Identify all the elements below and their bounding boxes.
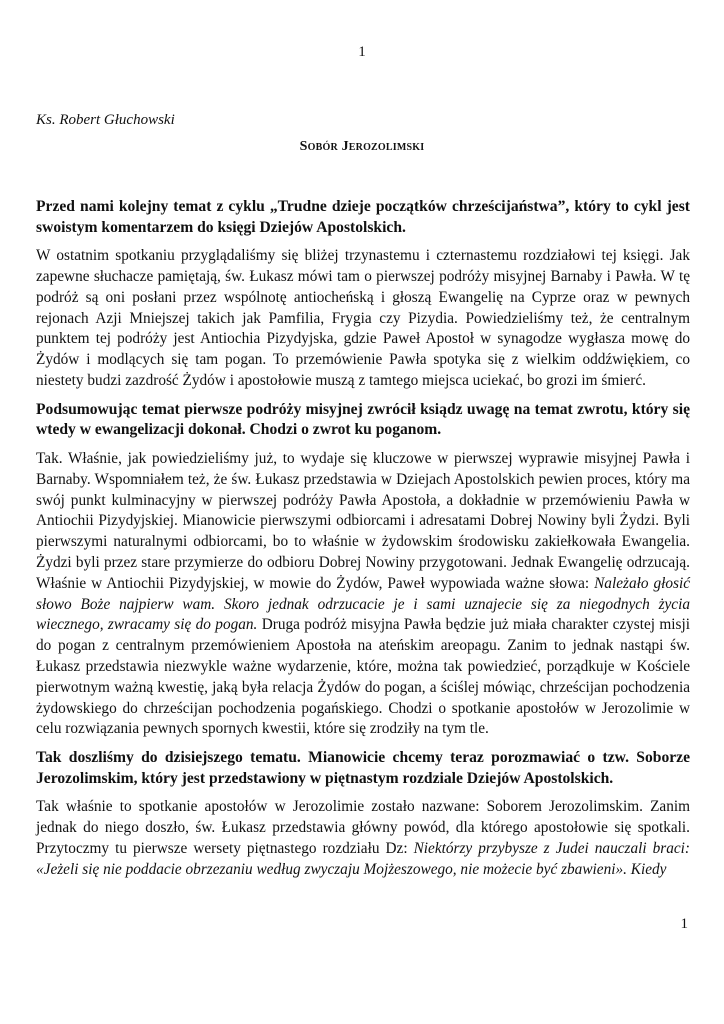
question-paragraph: Podsumowując temat pierwsze podróży misyjnej zwrócił ksiądz uwagę na temat zwrotu, który się wtedy w ewangelizacji dokonał. Chodzi o zwrot ku poganom. xyxy=(36,400,690,439)
answer-text: Druga podróż misyjna Pawła będzie już miała charakter czystej misji do pogan z centralnym przemówieniem Apostoła na ateńskim areopagu. Zanim to jednak nastąpi św. Łukasz przedstawia niezwykle ważne wydarzenie, które, można tak powiedzieć, porządkuje w Kościele pierwotnym ważną kwestię, jaką była relacja Żydów do pogan, a ściślej mówiąc, chrześcijan pochodzenia żydowskiego do chrześcijan pochodzenia pogańskiego. Chodzi o spotkanie apostołów w Jerozolimie w celu rozwiązania pewnych spornych kwestii, które się zrodziły na tym tle. xyxy=(36,616,690,738)
answer-paragraph: W ostatnim spotkaniu przyglądaliśmy się bliżej trzynastemu i czternastemu rozdziałowi tej księgi. Jak zapewne słuchacze pamiętają, św. Łukasz mówi tam o pierwszej podróży misyjnej Barnaby i Pawła. W tę podróż są oni posłani przez wspólnotę antiocheńską i głoszą Ewangelię na Cyprze oraz w pewnych rejonach Azji Mniejszej takich jak Pamfilia, Frygia czy Pizydia. Powiedzieliśmy też, że centralnym punktem tej podróży jest Antiochia Pizydyjska, gdzie Paweł Apostoł w synagodze wygłasza mowę do Żydów i modlących się tam pogan. To przemówienie Pawła spotyka się z wielkim oddźwiękiem, co niestety budzi zazdrość Żydów i apostołowie muszą z tamtego miejsca uciekać, bo grozi im śmierć. xyxy=(36,247,690,389)
answer-paragraph xyxy=(36,797,690,880)
scripture-quote: Należało głosić słowo Boże najpierw wam. Skoro jednak odrzucacie je i sami uznajecie się za niegodnych życia wiecznego, zwracamy się do pogan. xyxy=(36,574,690,634)
scripture-quote: Niektórzy przybysze z Judei nauczali braci: «Jeżeli się nie poddacie obrzezaniu według zwyczaju Mojżeszowego, nie możecie być zbawieni». Kiedy xyxy=(36,839,690,878)
question-paragraph: Tak doszliśmy do dzisiejszego tematu. Mianowicie chcemy teraz porozmawiać o tzw. Soborze Jerozolimskim, który jest przedstawiony w piętnastym rozdziale Dziejów Apostolskich. xyxy=(36,749,690,787)
answer-paragraph xyxy=(36,449,690,740)
author: Ks. Robert Głuchowski xyxy=(36,112,175,128)
header-page-number: 1 xyxy=(358,44,366,60)
page-title: Sobór Jerozolimski xyxy=(299,139,425,154)
answer-text: Tak. Właśnie, jak powiedzieliśmy już, to wydaje się kluczowe w pierwszej wyprawie misyjnej Pawła i Barnaby. Wspomniałem też, że św. Łukasz przedstawia w Dziejach Apostolskich pewien proces, który ma swój punkt kulminacyjny w pierwszej podróży Pawła Apostoła, a dokładnie w przemówieniu Pawła w Antiochii Pizydyjskiej. Mianowicie pierwszymi odbiorcami i adresatami Dobrej Nowiny byli Żydzi. Byli pierwszymi naturalnymi odbiorcami, bo to właśnie w żydowskim środowisku zakiełkowała Ewangelia. Żydzi byli przez stare przymierze do odbioru Dobrej Nowiny przygotowani. Jednak Ewangelię odrzucają. Właśnie w Antiochii Pizydyjskiej, w mowie do Żydów, Paweł wypowiada ważne słowa: xyxy=(36,449,690,592)
answer-text: Tak właśnie to spotkanie apostołów w Jerozolimie zostało nazwane: Soborem Jerozolimskim. Zanim jednak do niego doszło, św. Łukasz przedstawia główny powód, dla którego apostołowie się spotkali. Przytoczmy tu pierwsze wersety piętnastego rozdziału Dz: xyxy=(36,798,690,857)
question-paragraph: Przed nami kolejny temat z cyklu „Trudne dzieje początków chrześcijaństwa”, który to cykl jest swoistym komentarzem do księgi Dziejów Apostolskich. xyxy=(36,198,690,236)
footer-page-number: 1 xyxy=(680,916,688,932)
document-body xyxy=(36,197,690,888)
